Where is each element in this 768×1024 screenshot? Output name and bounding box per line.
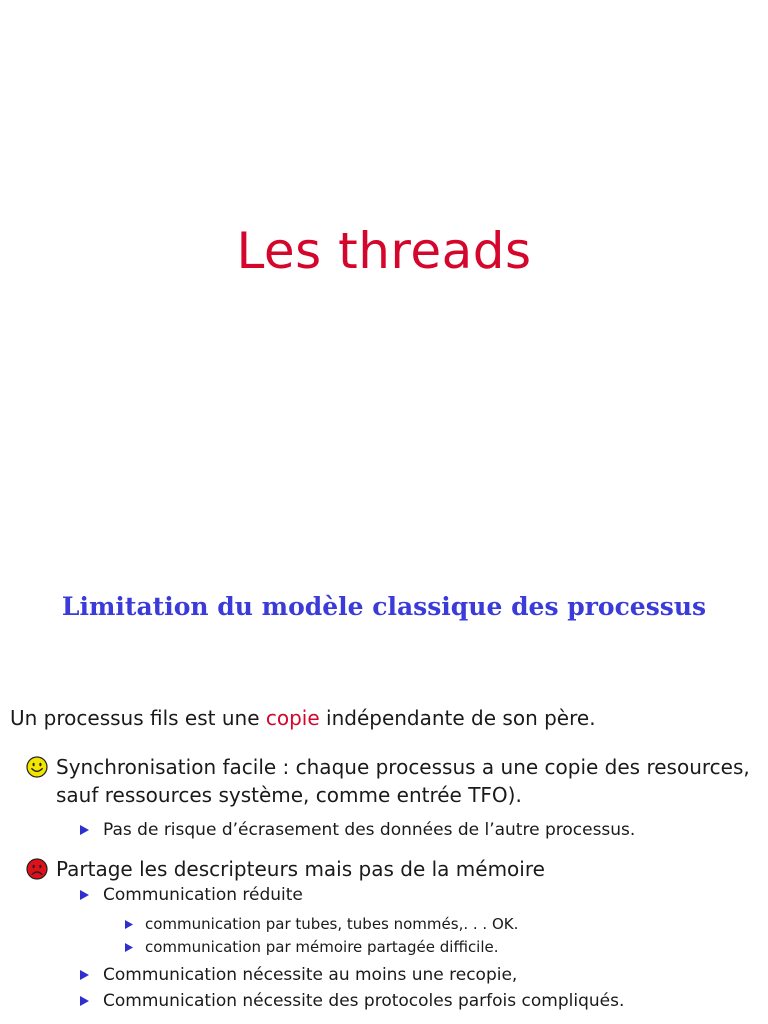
triangle-bullet-icon xyxy=(80,890,89,900)
sub-list-item-text: communication par tubes, tubes nommés,. . . OK. xyxy=(145,915,519,933)
intro-paragraph xyxy=(10,706,596,730)
sub-list-item xyxy=(125,938,499,956)
triangle-bullet-icon xyxy=(80,825,89,835)
triangle-bullet-icon xyxy=(80,996,89,1006)
smiley-happy-icon xyxy=(26,756,48,778)
intro-highlight: copie xyxy=(265,706,320,730)
list-item-text: Communication nécessite des protocoles parfois compliqués. xyxy=(103,991,625,1011)
triangle-bullet-icon xyxy=(80,970,89,980)
slide-title: Les threads xyxy=(236,222,532,280)
drawback-point xyxy=(26,855,756,883)
triangle-bullet-icon xyxy=(125,943,133,952)
triangle-bullet-icon xyxy=(125,920,133,929)
list-item xyxy=(80,965,517,985)
sub-list-item-text: communication par mémoire partagée difficile. xyxy=(145,938,499,956)
intro-after: indépendante de son père. xyxy=(319,706,596,730)
advantage-line-1: Synchronisation facile : chaque processus a une copie des resources, xyxy=(56,755,750,779)
list-item-text: Pas de risque d’écrasement des données de l’autre processus. xyxy=(103,820,636,840)
intro-before: Un processus fils est une xyxy=(10,706,266,730)
list-item-text: Communication nécessite au moins une recopie, xyxy=(103,965,518,985)
list-item xyxy=(80,885,303,905)
list-item xyxy=(80,820,635,840)
list-item-text: Communication réduite xyxy=(103,885,303,905)
smiley-sad-icon xyxy=(26,858,48,880)
advantage-line-2: sauf ressources système, comme entrée TFO). xyxy=(56,783,522,807)
sub-list-item xyxy=(125,915,518,933)
list-item xyxy=(80,991,624,1011)
drawback-text: Partage les descripteurs mais pas de la mémoire xyxy=(56,857,545,881)
advantage-point xyxy=(26,753,756,809)
section-heading: Limitation du modèle classique des processus xyxy=(61,592,707,621)
